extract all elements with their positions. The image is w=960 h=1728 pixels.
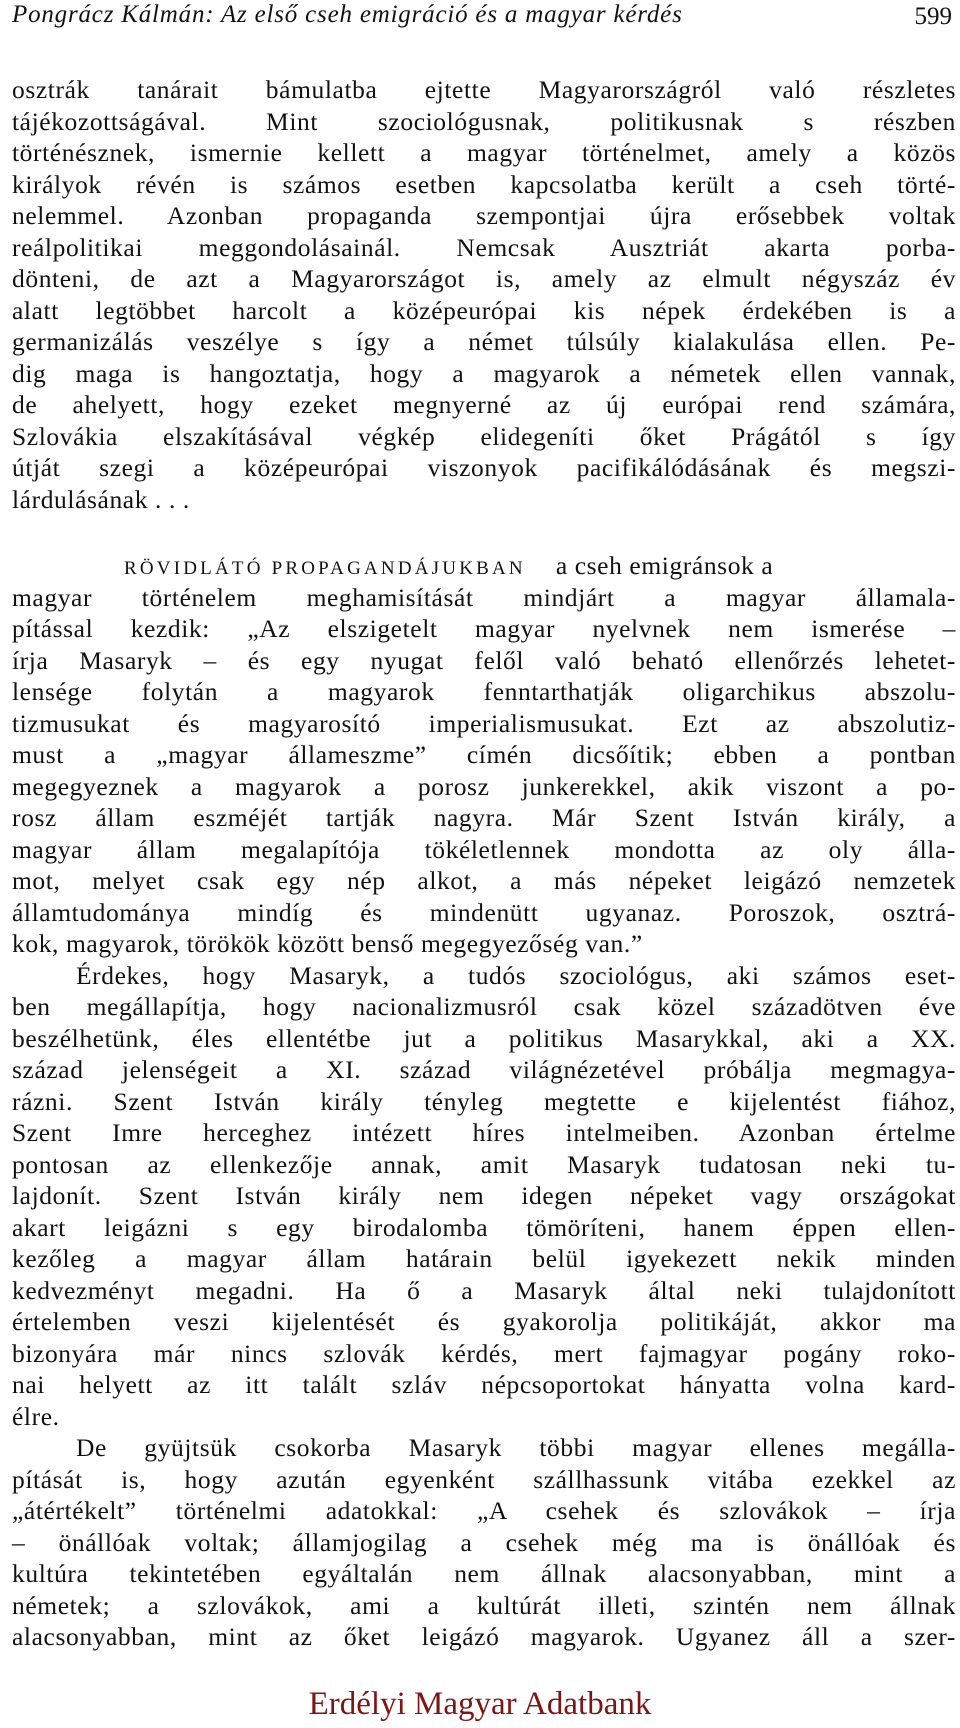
text-line: nai helyett az itt talált szláv népcsoportokat hányatta volna kard- [12, 1370, 956, 1399]
text-line: lensége folytán a magyarok fenntarthatják oligarchikus abszolu- [12, 677, 956, 706]
text-line: útját szegi a középeurópai viszonyok pacifikálódásának és megszi- [12, 453, 956, 482]
body-text [12, 74, 956, 1653]
text-line: királyok révén is számos esetben kapcsolatba került a cseh törté- [12, 169, 956, 199]
text-line: bizonyára már nincs szlovák kérdés, mert fajmagyar pogány roko- [12, 1338, 956, 1368]
text-line: kezőleg a magyar állam határain belül igyekezett nekik minden [12, 1244, 956, 1273]
lead-smallcaps: RÖVIDLÁTÓ PROPAGANDÁJUKBAN [124, 558, 526, 579]
paragraph-2 [12, 550, 956, 960]
text-line: történésznek, ismernie kellett a magyar történelmet, amely a közös [12, 138, 956, 167]
paragraph-1 [12, 74, 956, 515]
text-line: dönteni, de azt a Magyarországot is, amely az elmult négyszáz év [12, 264, 956, 293]
text-line: rosz állam eszméjét tartják nagyra. Már Szent István király, a [12, 803, 956, 832]
text-line: megegyeznek a magyarok a porosz junkerekkel, akik viszont a po- [12, 771, 956, 801]
text-line: mot, melyet csak egy nép alkot, a más népeket leigázó nemzetek [12, 866, 956, 895]
text-line: germanizálás veszélye s így a német túlsúly kialakulása ellen. Pe- [12, 327, 956, 356]
text-line: beszélhetünk, éles ellentétbe jut a politikus Masarykkal, aki a XX. [12, 1023, 956, 1053]
footer-watermark: Erdélyi Magyar Adatbank [308, 1686, 652, 1722]
text-line: tájékozottságával. Mint szociológusnak, politikusnak s részben [12, 106, 956, 136]
text-line: alatt legtöbbet harcolt a középeurópai kis népek érdekében is a [12, 295, 956, 325]
paragraph-3 [12, 960, 956, 1433]
text-line: németek; a szlovákok, ami a kultúrát illeti, szintén nem állnak [12, 1590, 956, 1620]
text-line: élre. [12, 1401, 60, 1431]
text-line: must a „magyar állameszme” címén dicsőítik; ebben a pontban [12, 740, 956, 769]
text-line: kok, magyarok, törökök között benső megegyezőség van.” [12, 929, 643, 958]
text-line: „átértékelt” történelmi adatokkal: „A csehek és szlovákok – írja [12, 1496, 956, 1525]
text-line: kedvezményt megadni. Ha ő a Masaryk által neki tulajdonított [12, 1275, 956, 1305]
text-line: osztrák tanárait bámulatba ejtette Magyarországról való részletes [12, 75, 956, 104]
text-line: tizmusukat és magyarosító imperialismusukat. Ezt az abszolutiz- [12, 708, 956, 738]
text-line: század jelenségeit a XI. század világnézetével próbálja megmagya- [12, 1055, 956, 1084]
text-line: De gyüjtsük csokorba Masaryk többi magyar ellenes megálla- [76, 1433, 956, 1462]
text-line: akart leigázni s egy birodalomba tömöríteni, hanem éppen ellen- [12, 1212, 956, 1242]
text-line: írja Masaryk – és egy nyugat felől való beható ellenőrzés lehetet- [12, 645, 956, 675]
text-line: Szent Imre herceghez intézett híres intelmeiben. Azonban értelme [12, 1118, 956, 1147]
text-line [12, 550, 956, 582]
text-line: rázni. Szent István király tényleg megtette e kijelentést fiához, [12, 1086, 956, 1116]
text-line: lajdonít. Szent István király nem idegen népeket vagy országokat [12, 1181, 956, 1210]
text-line: értelemben veszi kijelentését és gyakorolja politikáját, akkor ma [12, 1307, 956, 1336]
text-line: nelemmel. Azonban propaganda szempontjai újra erősebbek voltak [12, 201, 956, 230]
text-line: pítással kezdik: „Az elszigetelt magyar nyelvnek nem ismerése – [12, 614, 956, 643]
running-title: Pongrácz Kálmán: Az első cseh emigráció és a magyar kérdés [12, 1, 683, 28]
text-line: magyar történelem meghamisítását mindjárt a magyar államala- [12, 582, 956, 612]
lead-line-rest: a cseh emigránsok a [555, 551, 774, 580]
text-line: de ahelyett, hogy ezeket megnyerné az új európai rend számára, [12, 390, 956, 419]
page-number: 599 [914, 3, 952, 30]
text-line: dig maga is hangoztatja, hogy a magyarok a németek ellen vannak, [12, 358, 956, 388]
text-line: kultúra tekintetében egyáltalán nem állnak alacsonyabban, mint a [12, 1559, 956, 1588]
text-line: reálpolitikai meggondolásainál. Nemcsak Ausztriát akarta porba- [12, 232, 956, 262]
text-line: alacsonyabban, mint az őket leigázó magyarok. Ugyanez áll a szer- [12, 1622, 956, 1651]
text-line: lárdulásának . . . [12, 484, 190, 514]
text-line: pontosan az ellenkezője annak, amit Masaryk tudatosan neki tu- [12, 1149, 956, 1179]
text-line: – önállóak voltak; államjogilag a csehek még ma is önállóak és [12, 1527, 956, 1557]
running-head [12, 0, 952, 34]
text-line: Érdekes, hogy Masaryk, a tudós szociológus, aki számos eset- [76, 960, 956, 990]
text-line: magyar állam megalapítója tökéletlennek mondotta az oly álla- [12, 834, 956, 864]
text-line: államtudománya mindíg és mindenütt ugyanaz. Poroszok, osztrá- [12, 897, 956, 927]
section-gap [12, 515, 956, 550]
text-line: Szlovákia elszakításával végkép elidegeníti őket Prágától s így [12, 421, 956, 451]
text-line: pítását is, hogy azután egyenként szállhassunk vitába ezekkel az [12, 1464, 956, 1494]
paragraph-4 [12, 1432, 956, 1653]
text-line: ben megállapítja, hogy nacionalizmusról csak közel századötven éve [12, 992, 956, 1021]
